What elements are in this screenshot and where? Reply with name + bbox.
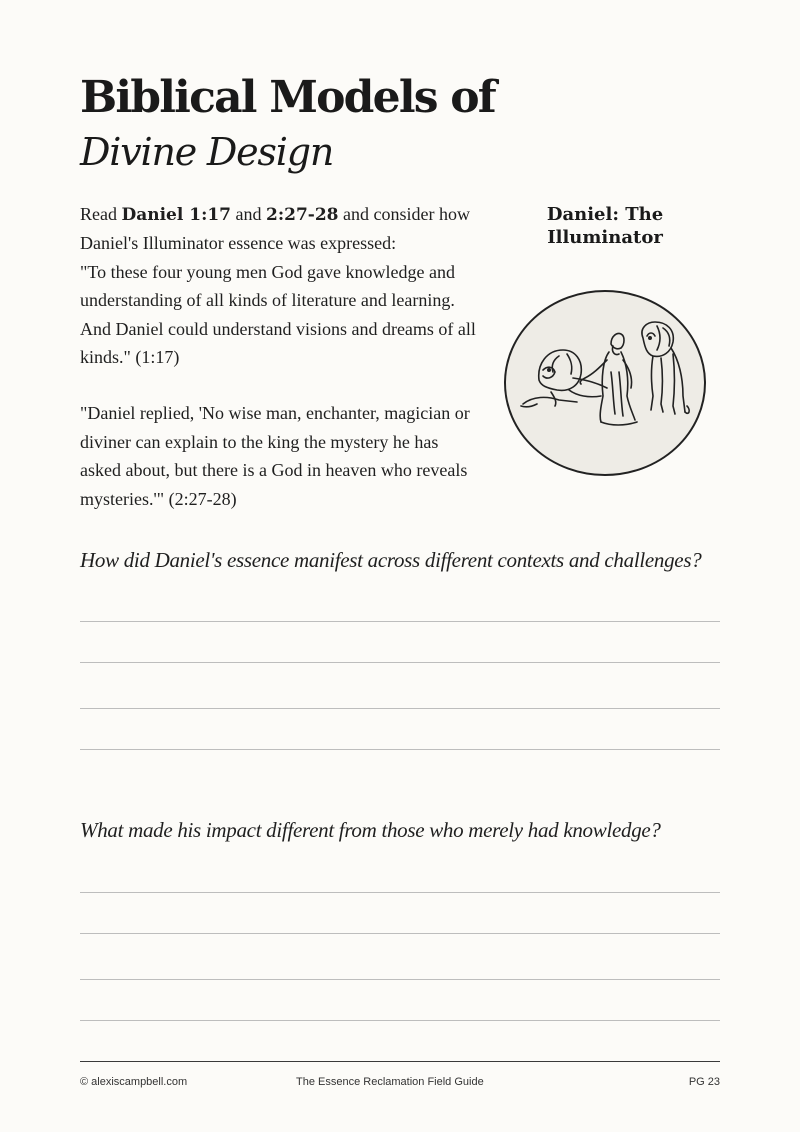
reference-daniel-1-17: Daniel 1:17: [121, 205, 232, 225]
daniel-lions-illustration: [503, 288, 707, 478]
reference-2-27-28: 2:27-28: [266, 205, 339, 225]
intro-read-text: Read: [80, 204, 122, 224]
intro-rest-text: and consider how Daniel's Illuminator essence was expressed:: [80, 204, 470, 254]
question-1: How did Daniel's essence manifest across different contexts and challenges?: [80, 548, 702, 572]
answer-line-1-1[interactable]: [80, 621, 720, 622]
question-2: What made his impact different from those who merely had knowledge?: [80, 818, 661, 842]
footer-page-number: PG 23: [688, 1076, 720, 1088]
footer-guide-title: The Essence Reclamation Field Guide: [296, 1076, 484, 1088]
answer-line-1-3[interactable]: [80, 708, 720, 709]
answer-line-2-2[interactable]: [80, 933, 720, 934]
page-title: Biblical Models of: [80, 72, 495, 123]
passage-intro: [80, 200, 480, 258]
footer-website: © alexiscampbell.com: [80, 1076, 188, 1088]
page-subtitle: Divine Design: [80, 130, 334, 174]
answer-line-2-4[interactable]: [80, 1020, 720, 1021]
answer-line-1-2[interactable]: [80, 662, 720, 663]
scripture-passage: [80, 200, 480, 513]
answer-line-1-4[interactable]: [80, 749, 720, 750]
intro-and-text: and: [231, 204, 267, 224]
answer-line-2-3[interactable]: [80, 979, 720, 980]
quote-1-17: "To these four young men God gave knowledge and understanding of all kinds of literature and learning. And Daniel could understand visions and dreams of all kinds." (1:17): [80, 261, 476, 368]
answer-line-2-1[interactable]: [80, 892, 720, 893]
figure-title: Daniel: The Illuminator: [546, 204, 664, 248]
quote-2-27-28: "Daniel replied, 'No wise man, enchanter, magician or diviner can explain to the king the mystery he has asked about, but there is a God in heaven who reveals mysteries.'" (2:27-28): [80, 403, 470, 509]
footer-divider: [80, 1061, 720, 1062]
